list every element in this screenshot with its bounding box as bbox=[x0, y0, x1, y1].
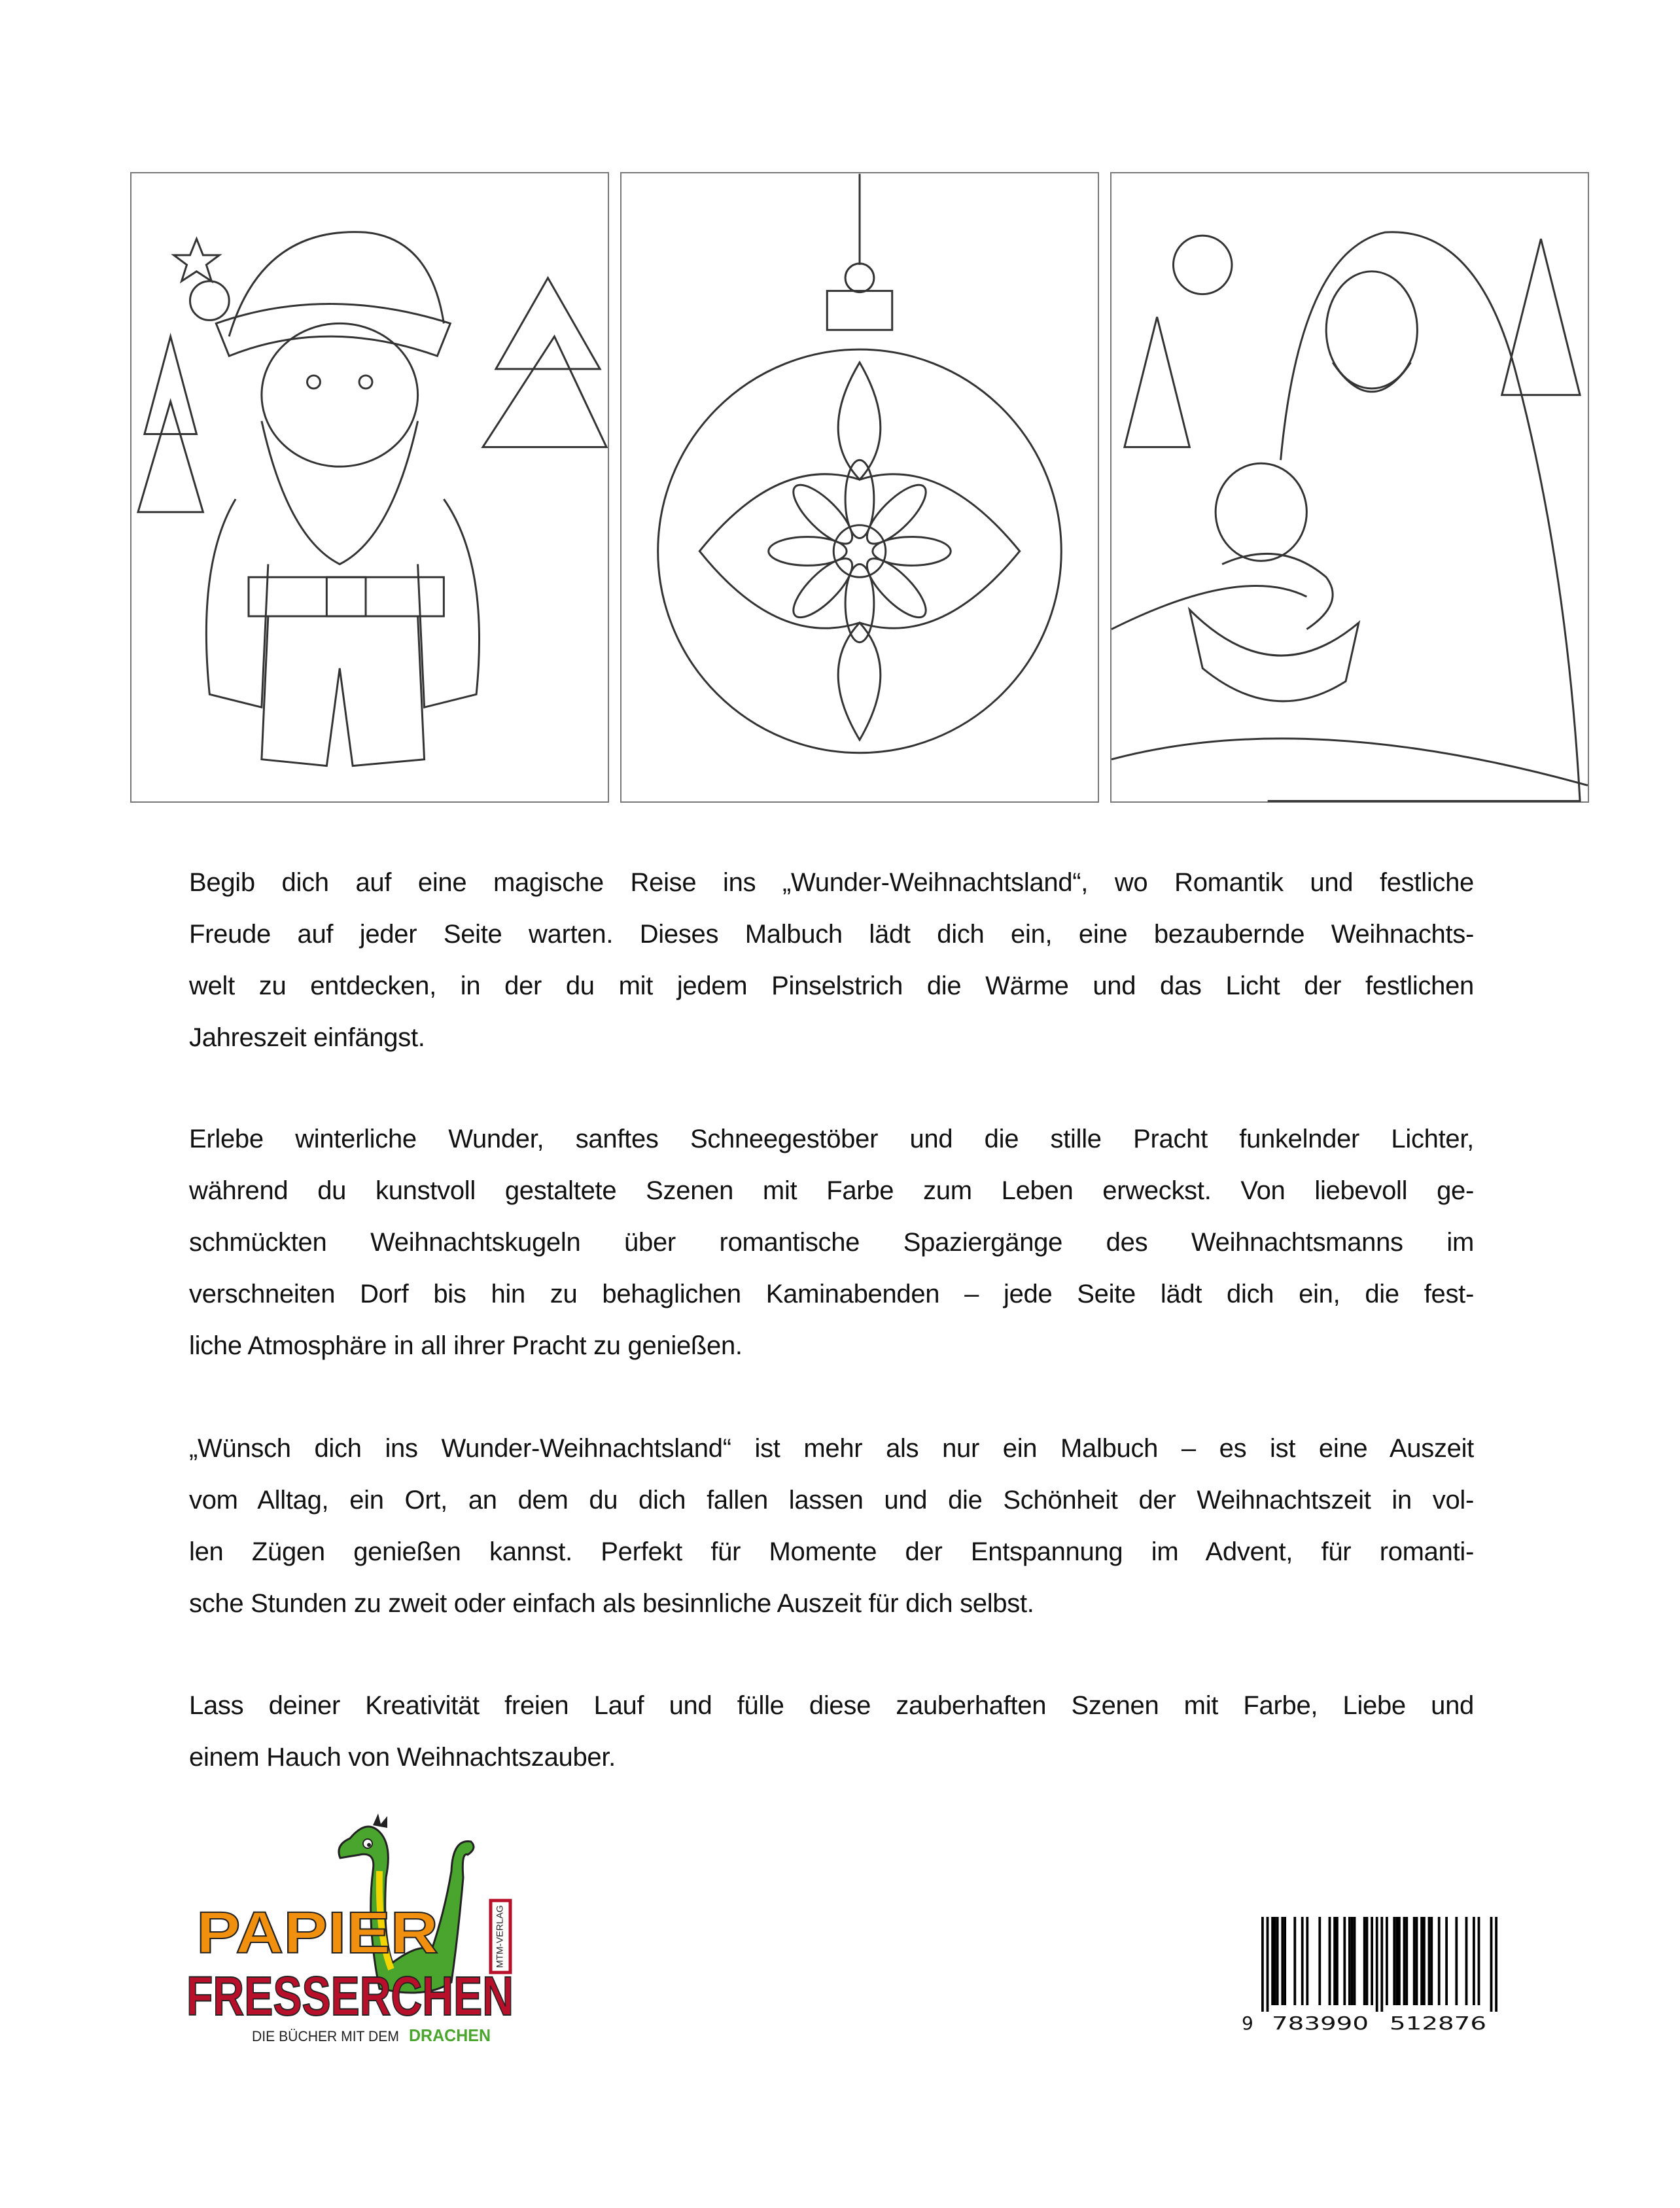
barcode-bar bbox=[1274, 1917, 1276, 2005]
logo-papier: PAPIER bbox=[196, 1901, 438, 1966]
barcode-bar bbox=[1405, 1917, 1408, 2005]
barcode-bar bbox=[1420, 1917, 1423, 2005]
barcode-bar bbox=[1293, 1917, 1296, 2005]
logo-badge-text: MTM-VERLAG bbox=[494, 1906, 505, 1968]
illustration-santa bbox=[130, 172, 609, 803]
barcode-bar bbox=[1348, 1917, 1351, 2005]
barcode-bar bbox=[1413, 1917, 1416, 2005]
barcode-bar bbox=[1267, 1917, 1269, 2012]
text-line: Lass deiner Kreativität freien Lauf und fülle diese zauberhaften Szenen mit Farbe, Liebe und bbox=[189, 1691, 1474, 1720]
barcode-bar bbox=[1351, 1917, 1354, 2005]
ornament-petal bbox=[859, 550, 934, 625]
barcode-bar bbox=[1490, 1917, 1493, 2012]
barcode-bar bbox=[1333, 1917, 1336, 2005]
barcode-bar bbox=[1416, 1917, 1418, 2005]
paragraph-experience bbox=[189, 1113, 1474, 1372]
barcode-left-digits: 783990 bbox=[1272, 2012, 1369, 2034]
barcode-first-digit: 9 bbox=[1242, 2012, 1253, 2034]
barcode-bar bbox=[1329, 1917, 1331, 2005]
barcode-bar bbox=[1376, 1917, 1378, 2012]
logo-fresserchen: FRESSERCHEN bbox=[186, 1965, 514, 2027]
barcode-bar bbox=[1366, 1917, 1369, 2005]
text-line: schmückten Weihnachtskugeln über romantische Spaziergänge des Weihnachtsmanns im bbox=[189, 1228, 1474, 1257]
barcode-bar bbox=[1455, 1917, 1458, 2005]
barcode-bar bbox=[1284, 1917, 1286, 2005]
illustration-nativity bbox=[1110, 172, 1589, 803]
text-line: len Zügen genießen kannst. Perfekt für Momente der Entspannung im Advent, für romanti- bbox=[189, 1537, 1474, 1566]
text-line: liche Atmosphäre in all ihrer Pracht zu genießen. bbox=[189, 1331, 743, 1360]
barcode-bar bbox=[1276, 1917, 1279, 2005]
barcode-bar bbox=[1393, 1917, 1395, 2005]
text-line: Jahreszeit einfängst. bbox=[189, 1023, 425, 1052]
ornament-petal bbox=[785, 477, 860, 552]
text-line: einem Hauch von Weihnachtszauber. bbox=[189, 1743, 616, 1772]
paragraph-description bbox=[189, 1423, 1474, 1630]
text-line: während du kunstvoll gestaltete Szenen mit Farbe zum Leben erweckst. Von liebevoll ge- bbox=[189, 1176, 1474, 1205]
paragraph-intro bbox=[189, 857, 1474, 1064]
text-line: Freude auf jeder Seite warten. Dieses Malbuch lädt dich ein, eine bezaubernde Weihnachts- bbox=[189, 920, 1474, 949]
barcode-bar bbox=[1478, 1917, 1480, 2005]
barcode-bar bbox=[1371, 1917, 1373, 2005]
barcode-bar bbox=[1398, 1917, 1401, 2005]
ornament-petal bbox=[859, 477, 934, 552]
mtm-verlag-badge bbox=[491, 1901, 510, 1972]
barcode-bar bbox=[1363, 1917, 1366, 2005]
text-line: welt zu entdecken, in der du mit jedem Pinselstrich die Wärme und das Licht der festlichen bbox=[189, 972, 1474, 1000]
barcode-bar bbox=[1354, 1917, 1356, 2005]
barcode-bar bbox=[1271, 1917, 1274, 2005]
barcode-bar bbox=[1306, 1917, 1308, 2005]
barcode-bar bbox=[1438, 1917, 1441, 2005]
barcode-bar bbox=[1465, 1917, 1468, 2005]
barcode-right-digits: 512876 bbox=[1390, 2012, 1486, 2034]
barcode-bar bbox=[1423, 1917, 1426, 2005]
barcode-bar bbox=[1473, 1917, 1475, 2005]
paragraph-closing bbox=[189, 1680, 1474, 1783]
barcode-bar bbox=[1318, 1917, 1321, 2005]
text-line: Erlebe winterliche Wunder, sanftes Schneegestöber und die stille Pracht funkelnder Lichter, bbox=[189, 1125, 1474, 1153]
barcode-bar bbox=[1428, 1917, 1431, 2005]
barcode-bar bbox=[1445, 1917, 1448, 2005]
text-line: Begib dich auf eine magische Reise ins „Wunder-Weihnachtsland“, wo Romantik und festliche bbox=[189, 868, 1474, 897]
text-line: vom Alltag, ein Ort, an dem du dich fallen lassen und die Schönheit der Weihnachtszeit in vol- bbox=[189, 1486, 1474, 1515]
barcode-bar bbox=[1403, 1917, 1406, 2005]
barcode-bar bbox=[1380, 1917, 1383, 2012]
ornament-petal bbox=[785, 550, 860, 625]
barcode-bar bbox=[1343, 1917, 1346, 2005]
isbn-barcode bbox=[1230, 1910, 1505, 2035]
barcode-bar bbox=[1301, 1917, 1304, 2005]
barcode-bar bbox=[1386, 1917, 1388, 2005]
logo-tagline: DIE BÜCHER MIT DEM bbox=[252, 2028, 399, 2044]
text-line: verschneiten Dorf bis hin zu behaglichen Kaminabenden – jede Seite lädt dich ein, die fest- bbox=[189, 1280, 1474, 1308]
text-line: „Wünsch dich ins Wunder-Weihnachtsland“ ist mehr als nur ein Malbuch – es ist eine Auszeit bbox=[189, 1434, 1474, 1463]
barcode-bar bbox=[1336, 1917, 1339, 2005]
barcode-bar bbox=[1395, 1917, 1398, 2005]
barcode-bar bbox=[1495, 1917, 1497, 2012]
barcode-bar bbox=[1281, 1917, 1284, 2005]
logo-tagline-accent: DRACHEN bbox=[409, 2025, 491, 2045]
barcode-bar bbox=[1430, 1917, 1433, 2005]
text-line: sche Stunden zu zweit oder einfach als besinnliche Auszeit für dich selbst. bbox=[189, 1589, 1034, 1618]
illustration-ornament bbox=[620, 172, 1099, 803]
barcode-bar bbox=[1261, 1917, 1264, 2012]
publisher-logo bbox=[183, 1793, 523, 2048]
